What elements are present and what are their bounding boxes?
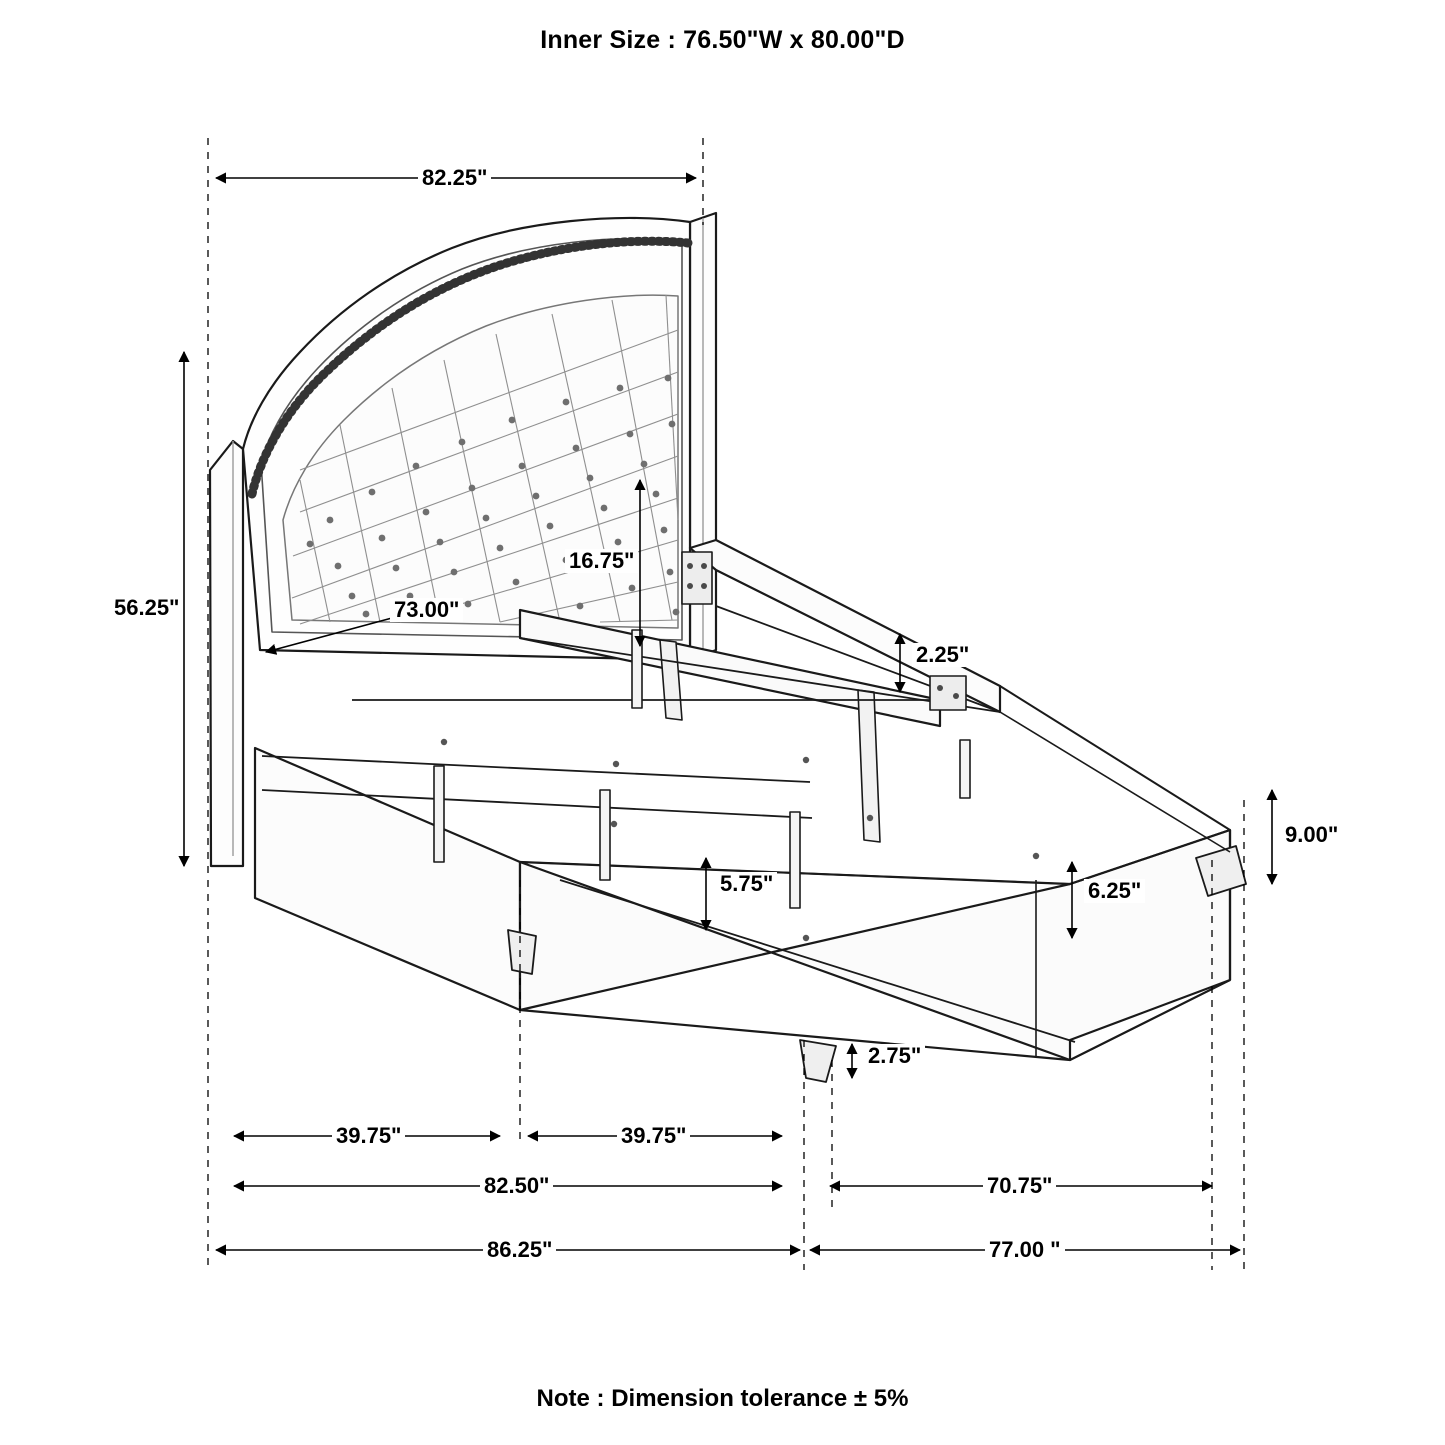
tolerance-note: Note : Dimension tolerance ± 5% <box>536 1385 909 1412</box>
dim-label-headboard-above-rail: 16.75" <box>565 549 638 573</box>
dim-label-inner-frame-width: 82.50" <box>480 1174 553 1198</box>
dim-label-side-rail-thickness: 2.25" <box>912 643 973 667</box>
page-title: Inner Size : 76.50"W x 80.00"D <box>540 26 905 54</box>
bed-illustration <box>210 213 1246 1082</box>
dim-label-rail-to-floor: 6.25" <box>1084 879 1145 903</box>
dim-label-leg-height: 2.75" <box>864 1044 925 1068</box>
dim-label-footboard-height: 9.00" <box>1281 823 1342 847</box>
dim-label-overall-headboard-width: 82.25" <box>418 166 491 190</box>
dim-label-inner-frame-depth: 70.75" <box>983 1174 1056 1198</box>
dim-label-slat-clearance: 5.75" <box>716 872 777 896</box>
dim-label-overall-width: 86.25" <box>483 1238 556 1262</box>
dim-label-headboard-height: 56.25" <box>110 596 183 620</box>
dim-label-headboard-panel-width: 73.00" <box>390 598 463 622</box>
dim-label-half-width-right: 39.75" <box>617 1124 690 1148</box>
dim-label-half-width-left: 39.75" <box>332 1124 405 1148</box>
dim-label-overall-depth: 77.00 " <box>985 1238 1065 1262</box>
